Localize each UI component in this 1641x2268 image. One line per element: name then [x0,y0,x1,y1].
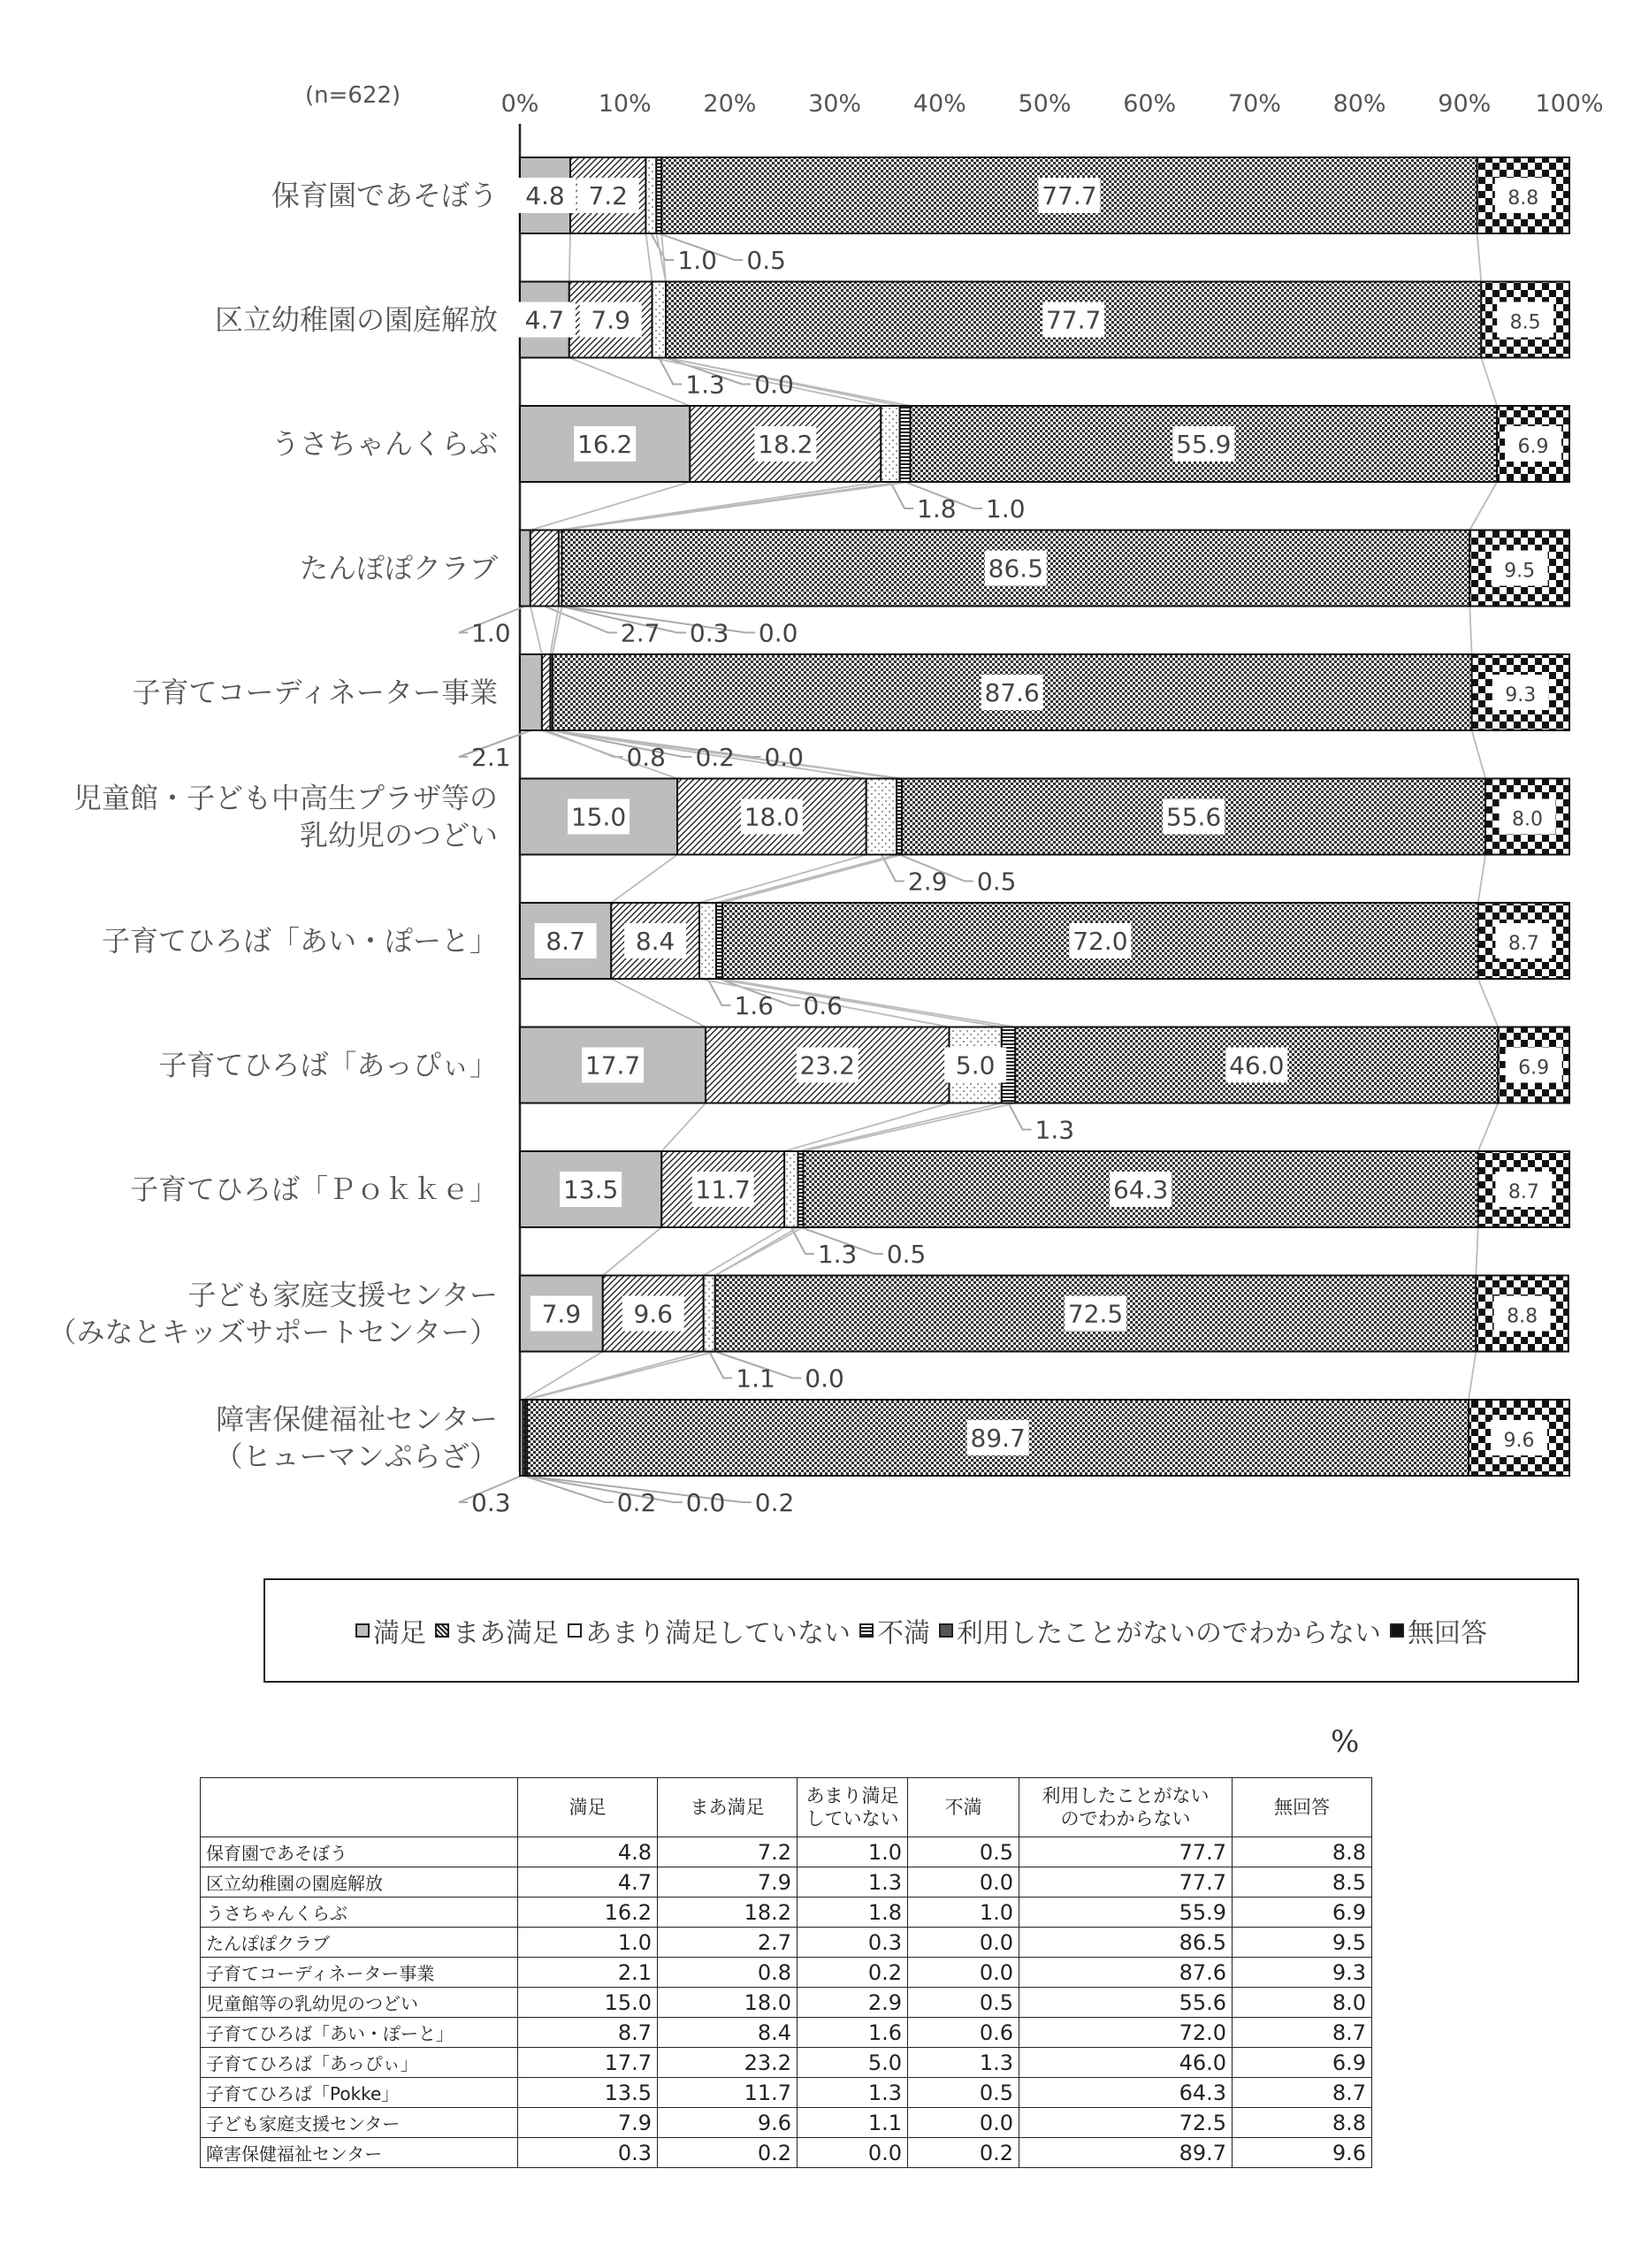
category-label: 子ども家庭支援センター [187,1278,498,1312]
series-connector-line [1477,233,1482,282]
legend-swatch [568,1623,582,1638]
table-row [201,1898,1372,1928]
table-row [201,1837,1372,1867]
data-label: 9.5 [1504,560,1536,583]
series-connector-line [699,855,866,904]
callout-label: 0.2 [754,1488,795,1517]
data-label: 5.0 [955,1050,996,1081]
legend-item-maa-manzoku [435,1611,559,1650]
callout-label: 0.0 [754,370,794,400]
data-label: 77.7 [1045,305,1102,335]
table-cell: 1.8 [798,1898,908,1928]
x-tick-label: 50% [1018,90,1072,118]
callout-leader [1009,1103,1032,1130]
data-label: 72.5 [1067,1299,1124,1329]
category-label: 子育てひろば「あっぴぃ」 [158,1048,498,1082]
category-label: 区立幼稚園の園庭解放 [214,302,498,337]
table-row-label: 子ども家庭支援センター [201,2108,518,2138]
table-cell: 89.7 [1019,2138,1233,2168]
bar-segment-amari [653,282,666,358]
series-connector-line [611,979,706,1027]
x-tick-label: 100% [1535,90,1604,118]
table-cell: 55.9 [1019,1898,1233,1928]
table-row [201,2138,1372,2168]
table-cell: 6.9 [1233,2048,1372,2078]
series-connector-line [1478,979,1499,1027]
table-cell: 77.7 [1019,1867,1233,1898]
table-cell: 1.3 [908,2048,1019,2078]
callout-label: 1.0 [986,494,1026,523]
table-row [201,2108,1372,2138]
callout-label: 0.5 [886,1240,927,1269]
table-cell: 1.0 [518,1928,658,1958]
table-header-cell: 利用したことがない のでわからない [1019,1778,1233,1837]
category-label: 障害保健福祉センター [216,1402,498,1436]
table-row [201,2048,1372,2078]
series-connector-line [1472,730,1485,779]
callout-label: 1.0 [677,246,717,275]
table-cell: 55.6 [1019,1988,1233,2018]
legend-swatch [435,1623,449,1638]
table-cell: 17.7 [518,2048,658,2078]
data-label: 17.7 [584,1050,641,1081]
legend-label: 無回答 [1408,1618,1487,1649]
table-row-label: 子育てひろば「あい・ぽーと」 [201,2018,518,2048]
series-connector-line [715,1227,804,1276]
callout-label: 0.0 [764,743,804,772]
bar-segment-amari [866,779,897,855]
series-connector-line [611,855,677,904]
table-row [201,2018,1372,2048]
category-label: 保育園であそぼう [271,179,498,212]
data-label: 11.7 [695,1175,751,1204]
table-cell: 87.6 [1019,1958,1233,1988]
table-cell: 18.0 [658,1988,798,2018]
callout-label: 0.0 [758,618,798,648]
table-cell: 8.8 [1233,1837,1372,1867]
table-cell: 0.0 [908,1928,1019,1958]
bar-segment-fuman [900,406,911,482]
series-connector-line [1478,1103,1499,1152]
callout-label: 0.0 [685,1488,726,1517]
category-label: 子育てひろば「Ｐｏｋｋｅ」 [129,1172,498,1206]
data-label: 7.2 [588,181,628,210]
table-unit: % [1331,1724,1360,1760]
bar-segment-maa-manzoku [542,654,550,730]
legend-label: 不満 [877,1618,930,1649]
table-row [201,1867,1372,1898]
table-row [201,1988,1372,2018]
data-label: 8.8 [1507,1305,1538,1328]
data-label: 89.7 [970,1424,1026,1453]
table-cell: 72.0 [1019,2018,1233,2048]
table-cell: 6.9 [1233,1898,1372,1928]
series-connector-line [569,233,570,282]
table-cell: 8.5 [1233,1867,1372,1898]
table-cell: 0.2 [798,1958,908,1988]
callout-leader [890,482,913,508]
data-label: 23.2 [799,1050,855,1081]
callout-leader [525,1476,683,1502]
bar-segment-manzoku [520,654,542,730]
table-cell: 0.0 [908,1958,1019,1988]
bar-segment-maa-manzoku [530,531,559,607]
table-cell: 72.5 [1019,2108,1233,2138]
legend-item-amari [568,1611,851,1650]
legend-swatch [1390,1623,1404,1638]
legend-item-riyou-nashi [939,1611,1381,1650]
table-cell: 8.7 [1233,2078,1372,2108]
callout-label: 0.5 [976,867,1017,897]
table-cell: 1.3 [798,2078,908,2108]
callout-label: 0.6 [803,991,843,1020]
data-label: 8.7 [1507,933,1539,955]
data-label: 72.0 [1072,927,1128,956]
series-connector-line [523,1352,603,1401]
table-cell: 86.5 [1019,1928,1233,1958]
data-label: 55.9 [1176,430,1232,459]
data-label: 8.5 [1509,311,1541,334]
x-tick-label: 60% [1123,90,1177,118]
bar-segment-amari [784,1151,798,1227]
data-label: 18.2 [758,430,813,459]
data-label: 87.6 [984,678,1040,707]
x-tick-label: 40% [912,90,966,118]
category-label: たんぽぽクラブ [299,551,498,585]
table-row-label: たんぽぽクラブ [201,1928,518,1958]
table-cell: 1.6 [798,2018,908,2048]
callout-label: 1.1 [736,1363,775,1394]
table-cell: 0.5 [908,1988,1019,2018]
table-cell: 2.9 [798,1988,908,2018]
table-cell: 7.2 [658,1837,798,1867]
table-corner [201,1778,518,1837]
series-connector-line [716,855,897,904]
series-connector-line [1478,855,1485,904]
data-label: 7.9 [541,1299,582,1329]
data-label: 9.3 [1505,684,1537,706]
series-connector-line [803,1103,1015,1152]
table-cell: 2.1 [518,1958,658,1988]
callout-label: 0.5 [746,246,786,275]
data-label: 4.7 [524,305,565,335]
series-connector-line [530,607,542,655]
data-label: 9.6 [1503,1430,1535,1452]
series-connector-line [527,1352,714,1401]
callout-label: 0.3 [689,618,729,648]
category-label: （ヒューマンぷらざ） [214,1439,498,1473]
series-connector-line [1469,482,1497,531]
legend-item-mukaitou [1390,1611,1487,1650]
table-cell: 0.0 [798,2138,908,2168]
table-cell: 0.5 [908,2078,1019,2108]
data-label: 6.9 [1518,1057,1550,1080]
bar-segment-amari [881,406,899,482]
series-connector-line [784,1103,949,1152]
chart-legend [263,1578,1579,1683]
table-row-label: 区立幼稚園の園庭解放 [201,1867,518,1898]
category-label: 児童館・子ども中高生プラザ等の [73,781,498,815]
table-row-label: 児童館等の乳幼児のつどい [201,1988,518,2018]
callout-label: 2.7 [620,618,660,648]
bar-segment-manzoku [520,531,530,607]
table-row-label: 子育てひろば「Pokke」 [201,2078,518,2108]
category-label: うさちゃんくらぶ [271,427,498,461]
table-header-cell: あまり満足 していない [798,1778,908,1837]
x-tick-label: 20% [703,90,757,118]
callout-label: 1.0 [471,618,511,648]
x-tick-label: 90% [1438,90,1492,118]
table-cell: 7.9 [658,1867,798,1898]
table-cell: 9.5 [1233,1928,1372,1958]
table-cell: 64.3 [1019,2078,1233,2108]
series-connector-line [661,1103,706,1152]
data-label: 64.3 [1112,1175,1169,1204]
table-cell: 8.8 [1233,2108,1372,2138]
table-cell: 11.7 [658,2078,798,2108]
table-row-label: 保育園であそぼう [201,1837,518,1867]
sample-size-label: (n=622) [305,82,401,109]
table-cell: 7.9 [518,2108,658,2138]
category-label: 乳幼児のつどい [299,818,498,852]
series-connector-line [1469,607,1471,655]
table-cell: 23.2 [658,2048,798,2078]
table-cell: 8.4 [658,2018,798,2048]
table-cell: 0.3 [798,1928,908,1958]
callout-label: 0.2 [695,743,735,772]
table-header-cell: 不満 [908,1778,1019,1837]
table-row [201,1958,1372,1988]
callout-label: 0.8 [626,743,666,772]
callout-label: 1.3 [1034,1115,1075,1145]
table-cell: 8.7 [1233,2018,1372,2048]
bar-segment-amari [699,903,716,979]
table-row [201,1928,1372,1958]
data-table [200,1777,1372,2168]
legend-swatch [939,1623,953,1638]
bar-segment-fuman [716,903,722,979]
table-cell: 8.7 [518,2018,658,2048]
legend-label: 利用したことがないのでわからない [957,1618,1381,1649]
callout-label: 0.0 [805,1363,844,1394]
data-label: 8.4 [635,927,675,956]
table-cell: 0.0 [908,2108,1019,2138]
table-cell: 2.7 [658,1928,798,1958]
data-label: 6.9 [1517,436,1549,458]
bar-segment-amari [704,1276,715,1352]
legend-swatch [859,1623,874,1638]
data-label: 16.2 [576,430,633,459]
table-cell: 5.0 [798,2048,908,2078]
table-cell: 4.7 [518,1867,658,1898]
table-cell: 18.2 [658,1898,798,1928]
x-tick-label: 80% [1332,90,1386,118]
callout-label: 2.9 [907,867,948,897]
table-cell: 1.1 [798,2108,908,2138]
table-header-cell: 満足 [518,1778,658,1837]
table-cell: 0.2 [908,2138,1019,2168]
series-connector-line [561,482,910,531]
data-label: 18.0 [744,802,800,832]
data-label: 15.0 [570,802,627,832]
data-label: 9.6 [633,1299,674,1329]
table-cell: 1.0 [798,1837,908,1867]
bar-segment-amari [645,157,656,233]
table-cell: 0.2 [658,2138,798,2168]
legend-label: あまり満足していない [585,1618,851,1649]
data-label: 8.0 [1512,808,1544,831]
legend-item-manzoku [355,1611,426,1650]
table-cell: 9.6 [658,2108,798,2138]
table-row-label: 子育てひろば「あっぴぃ」 [201,2048,518,2078]
callout-label: 2.1 [471,743,511,772]
series-connector-line [603,1227,661,1276]
callout-label: 1.3 [685,370,725,400]
table-cell: 77.7 [1019,1837,1233,1867]
data-label: 55.6 [1165,802,1222,832]
data-label: 86.5 [988,554,1044,584]
category-label: 子育てひろば「あい・ぽーと」 [101,924,498,958]
table-cell: 0.3 [518,2138,658,2168]
table-cell: 9.3 [1233,1958,1372,1988]
callout-label: 1.6 [734,991,775,1020]
legend-label: 満足 [373,1618,426,1649]
category-label: （みなとキッズサポートセンター） [48,1315,498,1349]
series-connector-line [1469,1352,1476,1401]
table-cell: 13.5 [518,2078,658,2108]
legend-label: まあ満足 [453,1618,559,1649]
table-header-row [201,1778,1372,1837]
series-connector-line [645,233,652,282]
callout-label: 0.3 [471,1488,511,1517]
callout-label: 0.2 [616,1488,657,1517]
table-cell: 0.0 [908,1867,1019,1898]
series-connector-line [1476,1227,1477,1276]
table-cell: 46.0 [1019,2048,1233,2078]
table-row-label: 子育てコーディネーター事業 [201,1958,518,1988]
table-cell: 16.2 [518,1898,658,1928]
series-connector-line [704,1227,784,1276]
data-label: 46.0 [1229,1050,1285,1081]
table-cell: 0.8 [658,1958,798,1988]
series-connector-line [798,1103,1002,1152]
table-row-label: 障害保健福祉センター [201,2138,518,2168]
data-label: 8.7 [1507,1181,1539,1203]
data-label: 8.7 [546,927,585,956]
callout-label: 1.8 [917,494,957,523]
legend-item-fuman [859,1611,930,1650]
table-row-label: うさちゃんくらぶ [201,1898,518,1928]
legend-swatch [355,1623,370,1638]
data-label: 4.8 [525,181,565,210]
table-header-cell: まあ満足 [658,1778,798,1837]
x-tick-label: 70% [1227,90,1281,118]
table-cell: 15.0 [518,1988,658,2018]
table-cell: 4.8 [518,1837,658,1867]
x-tick-label: 10% [598,90,652,118]
table-header-cell: 無回答 [1233,1778,1372,1837]
table-cell: 8.0 [1233,1988,1372,2018]
table-cell: 1.0 [908,1898,1019,1928]
table-cell: 9.6 [1233,2138,1372,2168]
callout-label: 1.3 [817,1240,858,1269]
data-label: 8.8 [1507,187,1539,210]
category-label: 子育てコーディネーター事業 [132,676,498,709]
data-label: 7.9 [591,305,630,335]
table-cell: 1.3 [798,1867,908,1898]
x-tick-label: 30% [808,90,862,118]
data-label: 13.5 [562,1175,619,1204]
table-row [201,2078,1372,2108]
table-cell: 0.6 [908,2018,1019,2048]
series-connector-line [1481,358,1497,407]
table-cell: 0.5 [908,1837,1019,1867]
x-tick-label: 0% [500,90,539,118]
data-label: 77.7 [1042,181,1097,210]
series-connector-line [722,855,902,904]
